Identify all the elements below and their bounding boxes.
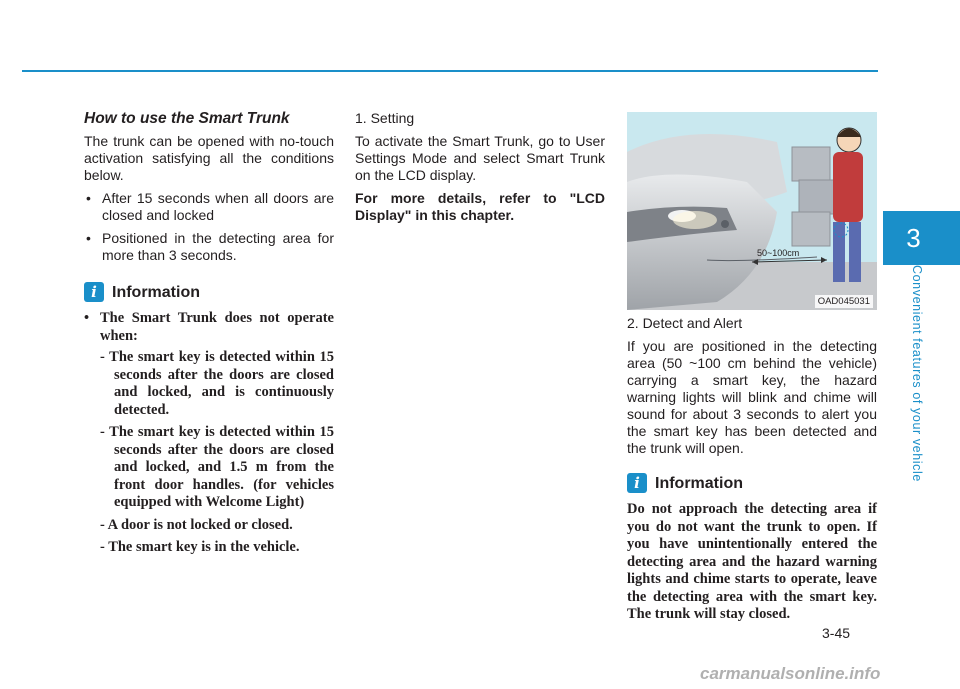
info-title: Information: [655, 474, 743, 492]
info-header: [84, 282, 334, 302]
chapter-title: Convenient features of your vehicle: [910, 265, 924, 482]
step2-text: If you are positioned in the detecting area (50 ~100 cm behind the vehicle) carrying a smart key, the hazard warning lights will blink and chime will sound for about 3 seconds to alert you the smart key has been detected and the trunk will open.: [627, 338, 877, 456]
info-item: - A door is not locked or closed.: [100, 516, 293, 533]
info-item: - The smart key is in the vehicle.: [100, 539, 300, 555]
distance-label: 50~100cm: [757, 248, 800, 258]
figure-code: OAD045031: [815, 295, 873, 308]
list-item: • After 15 seconds when all doors are closed and locked: [84, 190, 334, 224]
chapter-number: 3: [906, 222, 921, 253]
step1-note: For more details, refer to "LCD Display" in this chapter.: [355, 190, 605, 223]
watermark: carmanualsonline.info: [700, 664, 881, 683]
chapter-tab: [883, 211, 960, 265]
smart-trunk-figure: [627, 112, 877, 310]
info-icon: i: [627, 473, 647, 493]
header-rule: [22, 70, 878, 72]
info-item: - The smart key is detected within 15 seconds after the doors are closed and locked, and 1.5 m from the front door handles. (for vehicles equipped with Welcome Light): [100, 424, 334, 510]
info-header: [627, 473, 877, 493]
info-lead: • The Smart Trunk does not operate when:: [84, 310, 334, 345]
car-rear-illustration: [627, 112, 877, 310]
info-text: Do not approach the detecting area if you do not want the trunk to open. If you have unintentionally entered the detecting area and the hazard warning lights and chime starts to operate, leave the detecting area with the smart key. The trunk will stay closed.: [627, 501, 877, 622]
step1-title: 1. Setting: [355, 110, 415, 126]
middle-column: [355, 110, 605, 230]
step1-text: To activate the Smart Trunk, go to User Settings Mode and select Smart Trunk on the LCD display.: [355, 133, 605, 183]
intro-text: The trunk can be opened with no-touch activation satisfying all the conditions below.: [84, 133, 334, 183]
list-item: • Positioned in the detecting area for more than 3 seconds.: [84, 230, 334, 264]
page-number: 3-45: [822, 625, 851, 641]
info-item: - The smart key is detected within 15 seconds after the doors are closed and locked, and is continuously detected.: [100, 349, 334, 418]
info-icon: i: [84, 282, 104, 302]
left-column: [84, 110, 334, 562]
info-block: [84, 310, 334, 557]
step2-title: 2. Detect and Alert: [627, 315, 743, 331]
info-title: Information: [112, 283, 200, 301]
section-heading: How to use the Smart Trunk: [84, 110, 290, 127]
right-column: [627, 315, 877, 624]
conditions-list: [84, 190, 334, 264]
